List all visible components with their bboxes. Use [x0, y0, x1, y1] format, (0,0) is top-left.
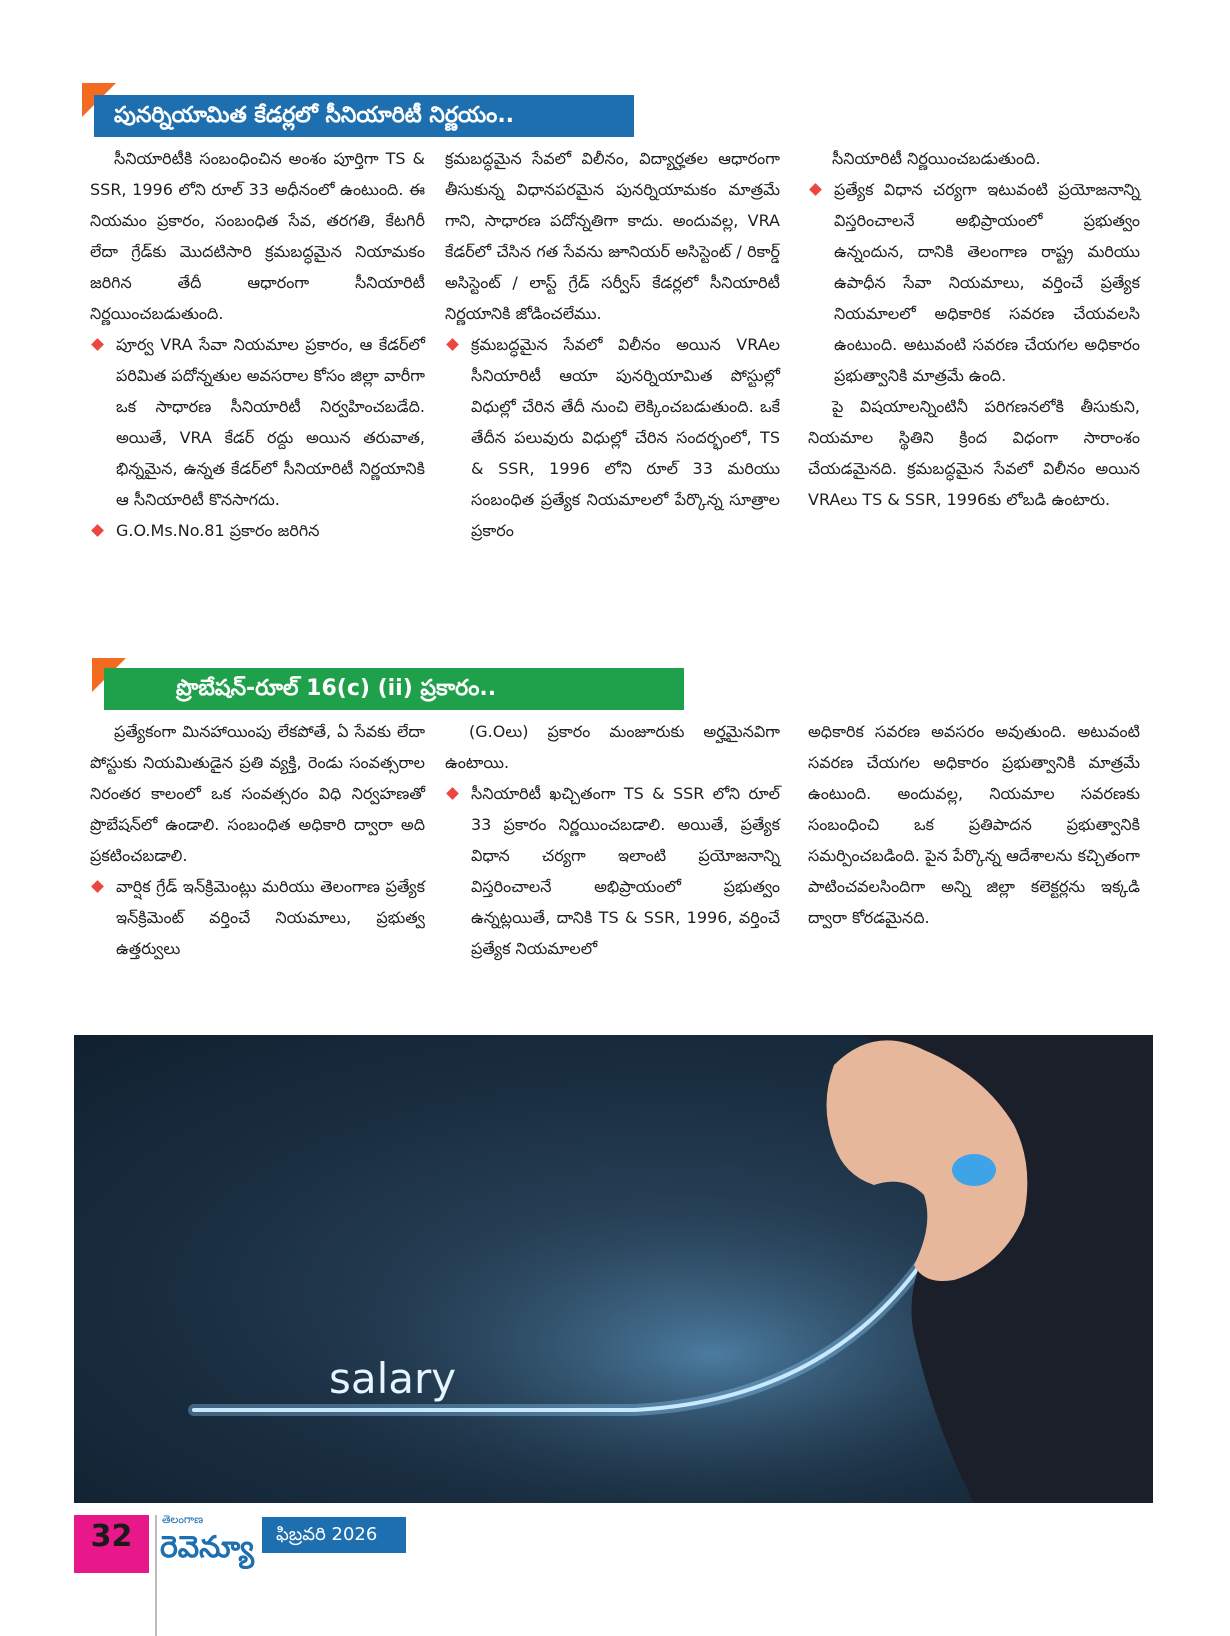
paragraph: క్రమబద్ధమైన సేవలో విలీనం, విద్యార్హతల ఆధారంగా తీసుకున్న విధానపరమైన పునర్నియామకం మాత్రమే గాని, సాధారణ పదోన్నతిగా కాదు. అందువల్ల, VRA కేడర్‌లో చేసిన గత సేవను జూనియర్ అసిస్టెంట్ / రికార్డ్ అసిస్టెంట్ / లాస్ట్ గ్రేడ్ సర్వీస్ కేడర్లలో సీనియారిటీ నిర్ణయానికి జోడించలేము. [445, 149, 780, 323]
bullet-item [808, 174, 1140, 391]
bullet-item [90, 329, 425, 515]
diamond-bullet-icon [91, 880, 104, 893]
paragraph: సీనియారిటీ నిర్ణయించబడుతుంది. [832, 149, 1041, 168]
bullet-text: పూర్వ VRA సేవా నియమాల ప్రకారం, ఆ కేడర్‌లో పరిమిత పదోన్నతుల అవసరాల కోసం జిల్లా వారీగా ఒక సాధారణ సీనియారిటీ నిర్వహించబడేది. అయితే, VRA కేడర్ రద్దు అయిన తరువాత, భిన్నమైన, ఉన్నత కేడర్‌లో సీనియారిటీ నిర్ణయానికి ఆ సీనియారిటీ కొనసాగదు. [116, 335, 425, 509]
section1-column-2 [445, 143, 780, 546]
diamond-bullet-icon [809, 183, 822, 196]
section1-column-3 [808, 143, 1140, 515]
bullet-text: సీనియారిటీ ఖచ్చితంగా TS & SSR లోని రూల్ 33 ప్రకారం నిర్ణయించబడాలి. అయితే, ప్రత్యేక విధాన చర్యగా ఇలాంటి ప్రయోజనాన్ని విస్తరించాలనే అభిప్రాయంలో ప్రభుత్వం ఉన్నట్లయితే, దానికి TS & SSR, 1996, వర్తించే ప్రత్యేక నియమాలలో [471, 784, 780, 958]
bullet-text: G.O.Ms.No.81 ప్రకారం జరిగిన [116, 521, 320, 540]
paragraph: ప్రత్యేకంగా మినహాయింపు లేకపోతే, ఏ సేవకు లేదా పోస్టుకు నియమితుడైన ప్రతి వ్యక్తి, రెండు సంవత్సరాల నిరంతర కాలంలో ఒక సంవత్సరం విధి నిర్వహణతో ప్రొబేషన్‌లో ఉండాలి. సంబంధిత అధికారి ద్వారా అది ప్రకటించబడాలి. [90, 722, 425, 865]
footer-divider [155, 1515, 157, 1636]
brand-subtitle: తెలంగాణ [162, 1513, 204, 1526]
bullet-item [90, 515, 425, 546]
paragraph: అధికారిక సవరణ అవసరం అవుతుంది. అటువంటి సవరణ చేయగల అధికారం ప్రభుత్వానికి మాత్రమే ఉంటుంది. అందువల్ల, నియమాల సవరణకు సంబంధించి ఒక ప్రతిపాదన ప్రభుత్వానికి సమర్పించబడింది. పైన పేర్కొన్న ఆదేశాలను కచ్చితంగా పాటించవలసిందిగా అన్ని జిల్లా కలెక్టర్లను ఇక్కడి ద్వారా కోరడమైనది. [808, 722, 1140, 927]
salary-word: salary [329, 1354, 457, 1403]
bullet-item [90, 871, 425, 964]
bullet-text: క్రమబద్ధమైన సేవలో విలీనం అయిన VRAల సీనియారిటీ ఆయా పునర్నియామిత పోస్టుల్లో విధుల్లో చేరిన తేదీ నుంచి లెక్కించబడుతుంది. ఒకే తేదీన పలువురు విధుల్లో చేరిన సందర్భంలో, TS & SSR, 1996 లోని రూల్ 33 మరియు సంబంధిత ప్రత్యేక నియమాలలో పేర్కొన్న సూత్రాల ప్రకారం [471, 335, 780, 540]
bullet-text: ప్రత్యేక విధాన చర్యగా ఇటువంటి ప్రయోజనాన్ని విస్తరించాలనే అభిప్రాయంలో ప్రభుత్వం ఉన్నందున, దానికి తెలంగాణ రాష్ట్ర మరియు ఉపాధీన సేవా నియమాలు, వర్తించే ప్రత్యేక నియమాలలో అధికారిక సవరణ చేయవలసి ఉంటుంది. అటువంటి సవరణ చేయగల అధికారం ప్రభుత్వానికి మాత్రమే ఉంది. [834, 180, 1140, 385]
brand-logo: రెవెన్యూ [160, 1530, 254, 1565]
diamond-bullet-icon [446, 338, 459, 351]
page-number: 32 [74, 1515, 149, 1573]
diamond-bullet-icon [446, 787, 459, 800]
bullet-text: వార్షిక గ్రేడ్ ఇన్‌క్రిమెంట్లు మరియు తెలంగాణ ప్రత్యేక ఇన్‌క్రిమెంట్ వర్తించే నియమాలు, ప్రభుత్వ ఉత్తర్వులు [116, 877, 425, 958]
section2-column-3 [808, 716, 1140, 933]
section1-heading: పునర్నియామిత కేడర్లలో సీనియారిటీ నిర్ణయం.. [94, 95, 634, 137]
bullet-item [445, 329, 780, 546]
section2-column-2 [445, 716, 780, 964]
diamond-bullet-icon [91, 338, 104, 351]
salary-illustration [74, 1035, 1153, 1503]
marker-tip-icon [952, 1154, 996, 1186]
paragraph: సీనియారిటీకి సంబంధించిన అంశం పూర్తిగా TS & SSR, 1996 లోని రూల్ 33 అధీనంలో ఉంటుంది. ఈ నియమం ప్రకారం, సంబంధిత సేవ, తరగతి, కేటగిరీ లేదా గ్రేడ్‌కు మొదటిసారి క్రమబద్ధమైన నియామకం జరిగిన తేదీ ఆధారంగా సీనియారిటీ నిర్ణయించబడుతుంది. [90, 149, 425, 323]
section1-column-1 [90, 143, 425, 546]
paragraph: పై విషయాలన్నింటినీ పరిగణనలోకి తీసుకుని, నియమాల స్థితిని క్రింద విధంగా సారాంశం చేయడమైనది. క్రమబద్ధమైన సేవలో విలీనం అయిన VRAలు TS & SSR, 1996కు లోబడి ఉంటారు. [808, 397, 1140, 509]
salary-growth-photo [74, 1035, 1153, 1503]
bullet-item [445, 778, 780, 964]
diamond-bullet-icon [91, 524, 104, 537]
section2-heading: ప్రొబేషన్-రూల్ 16(c) (ii) ప్రకారం.. [104, 668, 684, 710]
section2-column-1 [90, 716, 425, 964]
paragraph: (G.Oలు) ప్రకారం మంజూరుకు అర్హమైనవిగా ఉంటాయి. [445, 722, 780, 772]
issue-date: ఫిబ్రవరి 2026 [262, 1517, 406, 1553]
